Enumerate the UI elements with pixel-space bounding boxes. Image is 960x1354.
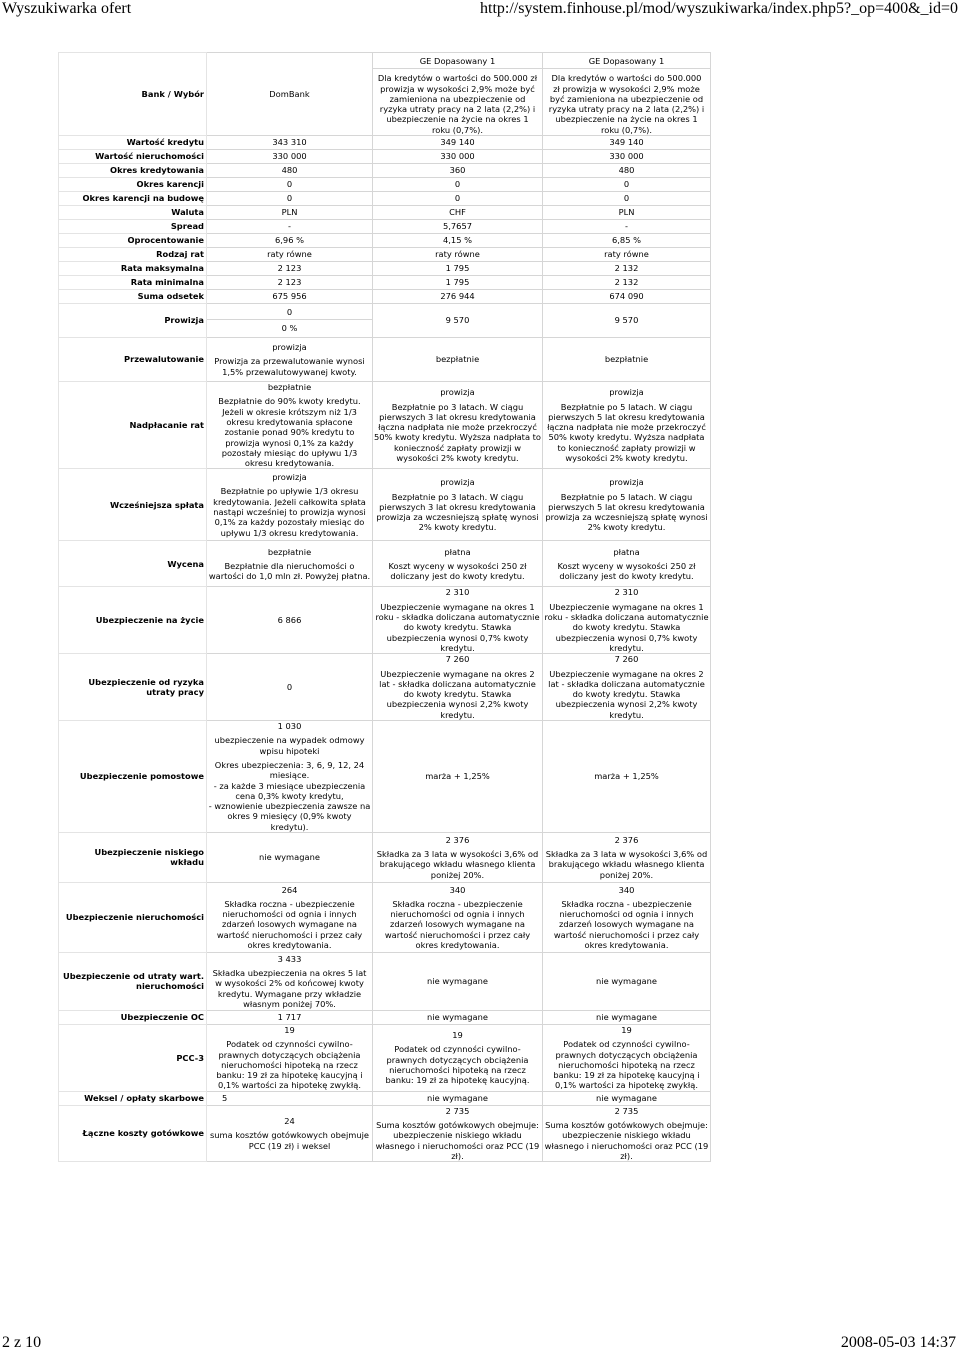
row-label: Okres karencji [59, 178, 207, 192]
cell-value: 1 795 [373, 276, 543, 290]
cell-value: PLN [543, 206, 711, 220]
cell-value: nie wymagane [373, 1091, 543, 1105]
cell-top: 2 735 [445, 1105, 470, 1116]
row-label: Weksel / opłaty skarbowe [59, 1091, 207, 1105]
cell-text [207, 382, 373, 469]
table-row [59, 234, 711, 248]
row-label: Ubezpieczenie OC [59, 1010, 207, 1024]
cell-detail: Ubezpieczenie wymagane na okres 1 roku - składka doliczana automatycznie do kwoty kredytu. Stawka ubezpieczenia wynosi 0,7% kwoty kredytu. [544, 601, 709, 653]
row-label: Wcześniejsza spłata [59, 469, 207, 541]
table-header-row [59, 53, 711, 136]
row-label: Rata maksymalna [59, 262, 207, 276]
row-label: Rata minimalna [59, 276, 207, 290]
cell-detail: Składka za 3 lata w wysokości 3,6% od brakującego wkładu własnego klienta poniżej 20%. [545, 849, 708, 880]
cell-value: bezpłatnie [543, 338, 711, 382]
cell-value: 480 [207, 164, 373, 178]
row-label: Waluta [59, 206, 207, 220]
table-row [59, 220, 711, 234]
row-label: Ubezpieczenie nieruchomości [59, 882, 207, 952]
cell-value: 675 956 [207, 290, 373, 304]
cell-top: płatna [613, 546, 640, 557]
cell-value: 330 000 [543, 150, 711, 164]
cell-detail: Suma kosztów gotówkowych obejmuje: ubezpieczenie niskiego wkładu własnego i nieruchomości oraz PCC (19 zł). [544, 1120, 709, 1161]
cell-value: 480 [543, 164, 711, 178]
cell-value: 6,85 % [543, 234, 711, 248]
page-number: 2 z 10 [2, 1334, 42, 1351]
cell-top: 340 [618, 884, 635, 895]
cell-detail: Okres ubezpieczenia: 3, 6, 9, 12, 24 miesiące. [214, 759, 365, 781]
cell-value: nie wymagane [543, 952, 711, 1010]
bank-ge-col2 [373, 53, 543, 136]
cell-detail: Bezpłatnie dla nieruchomości o wartości do 1,0 mln zł. Powyżej płatna. [208, 560, 371, 582]
cell-text [207, 1024, 373, 1091]
print-datetime: 2008-05-03 14:37 [840, 1334, 956, 1351]
cell-detail: Składka roczna - ubezpieczenie nieruchomości od ognia i innych zdarzeń losowych wymagane na wartość nieruchomości i przez cały okres kredytowania. [216, 898, 363, 951]
cell-detail: Suma kosztów gotówkowych obejmuje: ubezpieczenie niskiego wkładu własnego i nieruchomości oraz PCC (19 zł). [375, 1120, 540, 1161]
cell-text [207, 338, 373, 382]
cell-detail: Koszt wyceny w wysokości 250 zł doliczany jest do kwoty kredytu. [388, 560, 527, 582]
cell-value: raty równe [543, 248, 711, 262]
cell-text [543, 1024, 711, 1091]
cell-top: prowizja [440, 387, 475, 398]
cell-value: 330 000 [373, 150, 543, 164]
table-row [59, 206, 711, 220]
cell-top: 7 260 [614, 654, 639, 665]
cell-top: prowizja [609, 477, 644, 488]
cell-detail: Składka ubezpieczenia na okres 5 lat w wysokości 2% od końcowej kwoty kredytu. Wymagane przy wkładzie własnym poniżej 70%. [212, 968, 367, 1009]
cell-text [543, 587, 711, 654]
row-ubezpieczenie-utraty-wartosci [59, 952, 711, 1010]
cell-detail: Podatek od czynności cywilno-prawnych dotyczących obciążenia nieruchomości hipoteką na rzecz banku: 19 zł za hipotekę kaucyjną i 0,1% wartości za hipotekę zwykłą. [553, 1039, 700, 1091]
row-label: Ubezpieczenie pomostowe [59, 721, 207, 833]
cell-value: nie wymagane [373, 952, 543, 1010]
table-row [59, 178, 711, 192]
cell-text [543, 382, 711, 469]
table-row [59, 150, 711, 164]
table-row [59, 290, 711, 304]
cell-value: 674 090 [543, 290, 711, 304]
cell-value: CHF [373, 206, 543, 220]
cell-detail: Ubezpieczenie wymagane na okres 2 lat - składka doliczana automatycznie do kwoty kredytu. Stawka ubezpieczenia wynosi 2,2% kwoty kredytu. [379, 668, 536, 720]
cell-value: 0 [207, 192, 373, 206]
cell-value: 2 132 [543, 262, 711, 276]
cell-value: 4,15 % [373, 234, 543, 248]
cell-value: nie wymagane [543, 1010, 711, 1024]
cell-value: 2 132 [543, 276, 711, 290]
cell-top: płatna [444, 546, 471, 557]
cell-detail: Bezpłatnie po 3 latach. W ciągu pierwszych 3 lat okresu kredytowania prowizja za wczesniejszą spłatę wynosi 2% kwoty kredytu. [376, 491, 539, 533]
cell-detail: Podatek od czynności cywilno-prawnych dotyczących obciążenia nieruchomości hipoteką na rzecz banku: 19 zł za hipotekę kaucyjną. [385, 1044, 530, 1086]
cell-text [543, 541, 711, 587]
bank-label: Bank / Wybór [59, 53, 207, 136]
cell-value: marża + 1,25% [373, 721, 543, 833]
cell-detail: - wznowienie ubezpieczenia zawsze na okres 9 miesięcy (0,9% kwoty kredytu). [208, 801, 371, 832]
row-ubezpieczenie-pomostowe [59, 721, 711, 833]
cell-top: bezpłatnie [267, 382, 312, 393]
table-row [59, 192, 711, 206]
cell-value: 6,96 % [207, 234, 373, 248]
cell-value: 0 [207, 178, 373, 192]
cell-text [543, 654, 711, 721]
row-label: Suma odsetek [59, 290, 207, 304]
cell-value: - [543, 220, 711, 234]
cell-top: 2 376 [445, 834, 470, 845]
cell-text [543, 1105, 711, 1161]
row-ubezpieczenie-utraty-pracy [59, 654, 711, 721]
offer-note: Dla kredytów o wartości do 500.000 zł prowizja w wysokości 2,9% może być zamieniona na ubezpieczenie od ryzyka utraty pracy na 2 lata (2,2%) i ubezpieczenie na życie na okres 1 roku (0,7%). [377, 73, 538, 135]
cell-top: 19 [621, 1024, 632, 1035]
cell-text [373, 382, 543, 469]
cell-value: 9 570 [543, 304, 711, 338]
cell-top: prowizja [440, 477, 475, 488]
cell-top: bezpłatnie [267, 546, 312, 557]
cell-detail: ubezpieczenie na wypadek odmowy wpisu hipoteki [214, 735, 365, 756]
row-ubezpieczenie-niskiego-wkladu [59, 832, 711, 882]
page-header-title: Wyszukiwarka ofert [2, 0, 132, 17]
cell-value: 0 [207, 654, 373, 721]
cell-value [207, 1091, 373, 1105]
row-pcc3 [59, 1024, 711, 1091]
table-row [59, 136, 711, 150]
cell-value: 9 570 [373, 304, 543, 338]
row-label: Wycena [59, 541, 207, 587]
row-label: Spread [59, 220, 207, 234]
cell-top: prowizja [272, 472, 307, 483]
row-label: Ubezpieczenie od utraty wart. nieruchomości [59, 952, 207, 1010]
cell-value: 349 140 [373, 136, 543, 150]
table-row [59, 262, 711, 276]
cell-value: 5,7657 [373, 220, 543, 234]
row-ubezpieczenie-na-zycie [59, 587, 711, 654]
cell-detail: Koszt wyceny w wysokości 250 zł doliczany jest do kwoty kredytu. [557, 560, 696, 582]
cell-top: 19 [284, 1024, 295, 1035]
cell-value: 330 000 [207, 150, 373, 164]
cell-detail: Składka za 3 lata w wysokości 3,6% od brakującego wkładu własnego klienta poniżej 20%. [376, 849, 539, 880]
cell-value: 2 123 [207, 262, 373, 276]
page-header-url: http://system.finhouse.pl/mod/wyszukiwarka/index.php5?_op=400&_id=0 [480, 0, 958, 17]
cell-detail: Składka roczna - ubezpieczenie nieruchomości od ognia i innych zdarzeń losowych wymagane na wartość nieruchomości i przez cały okres kredytowania. [553, 898, 700, 951]
cell-top: 2 376 [614, 834, 639, 845]
row-label: Wartość nieruchomości [59, 150, 207, 164]
row-label: Prowizja [59, 304, 207, 338]
cell-text [373, 541, 543, 587]
cell-value: 2 123 [207, 276, 373, 290]
cell-detail: Ubezpieczenie wymagane na okres 2 lat - składka doliczana automatycznie do kwoty kredytu. Stawka ubezpieczenia wynosi 2,2% kwoty kredytu. [548, 668, 705, 720]
offer-note: Dla kredytów o wartości do 500.000 zł prowizja w wysokości 2,9% może być zamieniona na ubezpieczenie od ryzyka utraty pracy na 2 lata (2,2%) i ubezpieczenie na życie na okres 1 roku (0,7%). [548, 73, 705, 135]
prowizja-amount: 0 [207, 305, 372, 320]
cell-detail: Bezpłatnie po 3 latach. W ciągu pierwszych 3 lat okresu kredytowania łączna nadpłata nie może przekroczyć 50% kwoty kredytu. Wyższa nadpłata to konieczność zapłaty prowizji w wysokości 2% kwoty kredytu. [374, 401, 541, 463]
cell-text [373, 654, 543, 721]
row-przewalutowanie [59, 338, 711, 382]
weksel-amount: 5 [222, 1093, 228, 1104]
row-weksel [59, 1091, 711, 1105]
row-label: Ubezpieczenie na życie [59, 587, 207, 654]
cell-top: 2 310 [445, 587, 470, 598]
row-label: Okres karencji na budowę [59, 192, 207, 206]
cell-value: 0 [373, 178, 543, 192]
table-row [59, 276, 711, 290]
bank-name-dombank: DomBank [207, 53, 373, 136]
cell-detail: Bezpłatnie po 5 latach. W ciągu pierwszych 5 lat okresu kredytowania prowizja za wczesniejszą spłatę wynosi 2% kwoty kredytu. [545, 491, 708, 533]
cell-value: PLN [207, 206, 373, 220]
cell-text [207, 952, 373, 1010]
cell-value: nie wymagane [207, 832, 373, 882]
cell-value: - [207, 220, 373, 234]
offer-title: GE Dopasowany 1 [373, 53, 542, 69]
cell-text [373, 469, 543, 541]
cell-value: nie wymagane [373, 1010, 543, 1024]
cell-text [373, 832, 543, 882]
cell-top: prowizja [272, 342, 307, 353]
cell-top: 2 310 [614, 587, 639, 598]
row-label: Okres kredytowania [59, 164, 207, 178]
row-label: Ubezpieczenie od ryzyka utraty pracy [59, 654, 207, 721]
row-wczesniejsza-splata [59, 469, 711, 541]
row-label: Ubezpieczenie niskiego wkładu [59, 832, 207, 882]
cell-value: 360 [373, 164, 543, 178]
cell-top: 264 [281, 884, 298, 895]
cell-value: 276 944 [373, 290, 543, 304]
cell-text [207, 1105, 373, 1161]
row-ubezpieczenie-oc [59, 1010, 711, 1024]
cell-detail: Bezpłatnie do 90% kwoty kredytu. Jeżeli w okresie krótszym niż 1/3 okresu kredytowania spłacone zostanie ponad 90% kredytu to prowizja wynosi 0,1% za każdy pozostały miesiąc do upływu 1/3 okresu kredytowania. [218, 396, 361, 469]
cell-detail: Bezpłatnie po upływie 1/3 okresu kredytowania. Jeżeli całkowita spłata nastąpi wcześniej to prowizja wynosi 0,1% za każdy pozostały miesiąc do upływu 1/3 okresu kredytowania. [213, 486, 366, 538]
cell-top: 7 260 [445, 654, 470, 665]
cell-value: nie wymagane [543, 1091, 711, 1105]
cell-top: 2 735 [614, 1105, 639, 1116]
cell-text [207, 541, 373, 587]
cell-value: 0 [543, 178, 711, 192]
row-label: Nadpłacanie rat [59, 382, 207, 469]
row-laczne-koszty [59, 1105, 711, 1161]
row-ubezpieczenie-nieruchomosci [59, 882, 711, 952]
prowizja-cell [207, 304, 373, 338]
cell-value: 1 717 [207, 1010, 373, 1024]
cell-text [207, 721, 373, 833]
cell-detail: - za każde 3 miesiące ubezpieczenia cena 0,3% kwoty kredytu, [213, 780, 366, 801]
row-label: PCC-3 [59, 1024, 207, 1091]
cell-detail: suma kosztów gotówkowych obejmuje PCC (19 zł) i weksel [209, 1130, 370, 1151]
offer-comparison-table-wrapper [58, 52, 710, 1162]
cell-detail: Składka roczna - ubezpieczenie nieruchomości od ognia i innych zdarzeń losowych wymagane na wartość nieruchomości i przez cały okres kredytowania. [384, 898, 531, 951]
cell-value: 0 [373, 192, 543, 206]
row-nadplacanie [59, 382, 711, 469]
cell-detail: Prowizja za przewalutowanie wynosi 1,5% przewalutowywanej kwoty. [214, 356, 365, 377]
cell-value: 6 866 [207, 587, 373, 654]
cell-text [543, 469, 711, 541]
cell-value: marża + 1,25% [543, 721, 711, 833]
cell-detail: Bezpłatnie po 5 latach. W ciągu pierwszych 5 lat okresu kredytowania łączna nadpłata nie może przekroczyć 50% kwoty kredytu. Wyższa nadpłata to konieczność zapłaty prowizji w wysokości 2% kwoty kredytu. [547, 401, 706, 463]
cell-top: 3 433 [277, 953, 302, 964]
cell-text [207, 469, 373, 541]
table-row [59, 164, 711, 178]
bank-ge-col3 [543, 53, 711, 136]
row-wycena [59, 541, 711, 587]
cell-value: raty równe [373, 248, 543, 262]
cell-value: raty równe [207, 248, 373, 262]
cell-text [543, 882, 711, 952]
cell-value: 1 795 [373, 262, 543, 276]
offer-title: GE Dopasowany 1 [543, 53, 710, 69]
prowizja-percent: 0 % [281, 323, 298, 334]
cell-value: 349 140 [543, 136, 711, 150]
cell-top: prowizja [609, 387, 644, 398]
cell-value: 343 310 [207, 136, 373, 150]
cell-top: 340 [449, 884, 466, 895]
cell-text [373, 1024, 543, 1091]
cell-text [207, 882, 373, 952]
table-row [59, 248, 711, 262]
cell-text [373, 882, 543, 952]
cell-value: bezpłatnie [373, 338, 543, 382]
row-prowizja [59, 304, 711, 338]
cell-text [543, 832, 711, 882]
row-label: Wartość kredytu [59, 136, 207, 150]
cell-value: 0 [543, 192, 711, 206]
cell-detail: Ubezpieczenie wymagane na okres 1 roku - składka doliczana automatycznie do kwoty kredytu. Stawka ubezpieczenia wynosi 0,7% kwoty kredytu. [375, 601, 540, 653]
cell-detail: Podatek od czynności cywilno-prawnych dotyczących obciążenia nieruchomości hipoteką na rzecz banku: 19 zł za hipotekę kaucyjną i 0,1% wartości za hipotekę zwykłą. [216, 1039, 363, 1091]
row-label: Przewalutowanie [59, 338, 207, 382]
row-label: Łączne koszty gotówkowe [59, 1105, 207, 1161]
cell-top: 1 030 [277, 721, 302, 732]
row-label: Rodzaj rat [59, 248, 207, 262]
cell-text [373, 1105, 543, 1161]
row-label: Oprocentowanie [59, 234, 207, 248]
cell-text [373, 587, 543, 654]
offer-comparison-table [58, 52, 711, 1162]
cell-top: 24 [284, 1116, 295, 1127]
simple-rows [59, 136, 711, 304]
cell-top: 19 [452, 1030, 463, 1041]
